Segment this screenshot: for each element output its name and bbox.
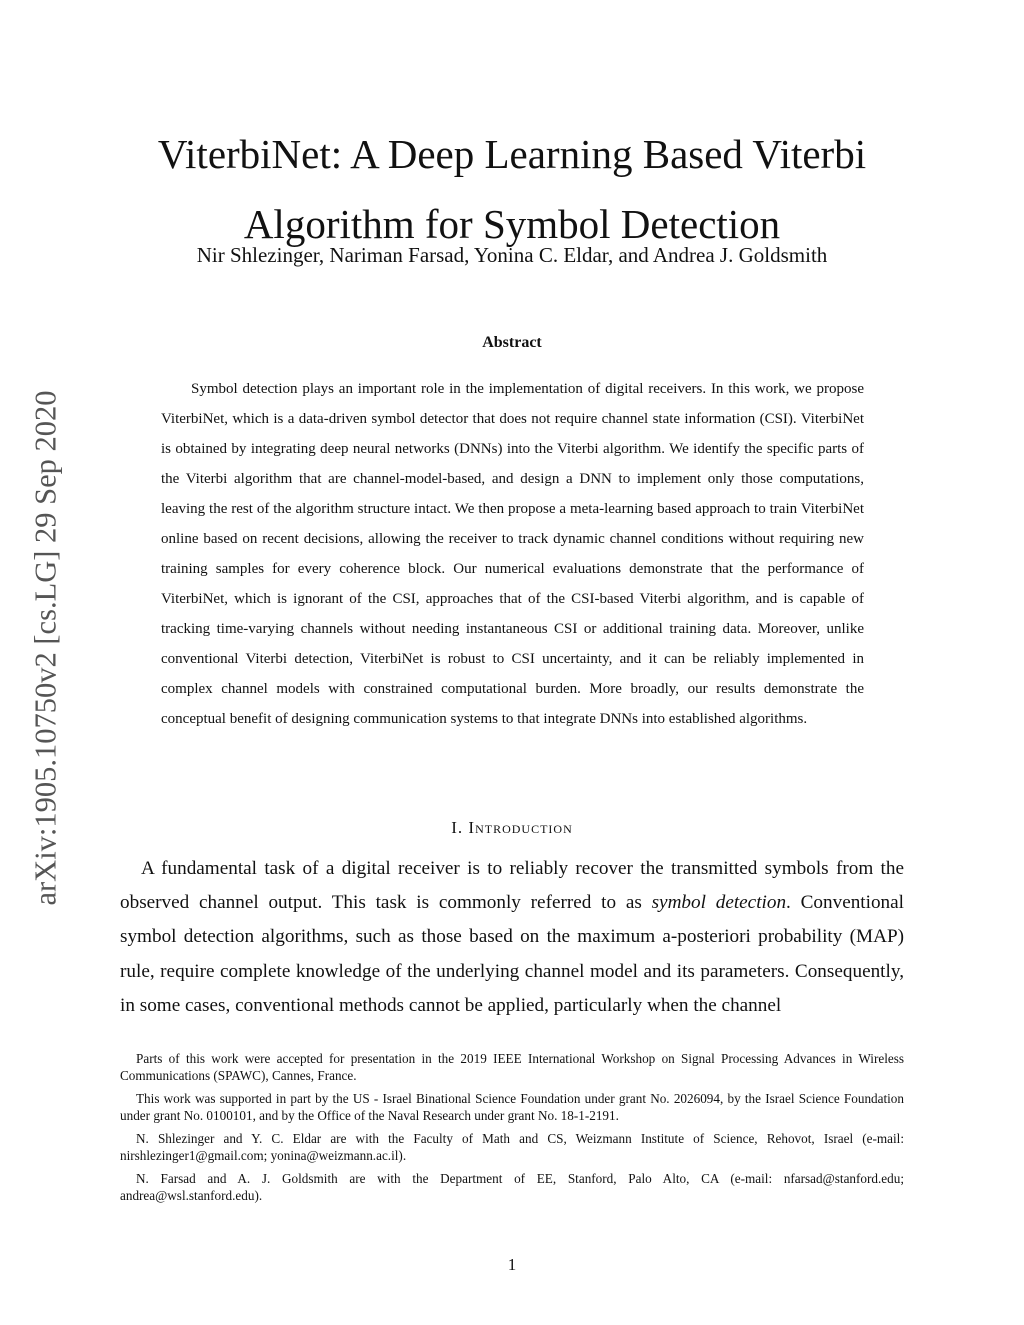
section-number: I. <box>451 818 469 837</box>
footnote-affiliation-weizmann: N. Shlezinger and Y. C. Eldar are with the Faculty of Math and CS, Weizmann Institute of Science, Rehovot, Israel (e-mail: nirshlezinger1@gmail.com; yonina@weizmann.ac.il). <box>120 1131 904 1163</box>
arxiv-identifier: arXiv:1905.10750v2 [cs.LG] 29 Sep 2020 <box>28 390 63 906</box>
intro-text-part-1: A fundamental task of a digital receiver is to reliably recover the transmitted symbols from the observed channel output. This task is commonly referred to as <box>120 858 904 914</box>
section-heading-introduction <box>100 818 924 838</box>
intro-text-part-2: . Conventional symbol detection algorithms, such as those based on the maximum a-posteriori probability (MAP) rule, require complete knowledge of the underlying channel model and its parameters. Consequently, in some cases, conventional methods cannot be applied, particularly when the channel <box>120 892 904 1016</box>
intro-emphasis: symbol detection <box>651 892 787 914</box>
page-number: 1 <box>507 1255 517 1274</box>
introduction-paragraph <box>120 852 904 1023</box>
section-title: Introduction <box>468 818 573 837</box>
footnotes <box>120 1050 904 1210</box>
abstract-paragraph: Symbol detection plays an important role in the implementation of digital receivers. In this work, we propose ViterbiNet, which is a data-driven symbol detector that does not require channel state information (CSI). ViterbiNet is obtained by integrating deep neural networks (DNNs) into the Viterbi algorithm. We identify the specific parts of the Viterbi algorithm that are channel-model-based, and design a DNN to implement only those computations, leaving the rest of the algorithm structure intact. We then propose a meta-learning based approach to train ViterbiNet online based on recent decisions, allowing the receiver to track dynamic channel conditions without requiring new training samples for every coherence block. Our numerical evaluations demonstrate that the performance of ViterbiNet, which is ignorant of the CSI, approaches that of the CSI-based Viterbi algorithm, and is capable of tracking time-varying channels without needing instantaneous CSI or additional training data. Moreover, unlike conventional Viterbi detection, ViterbiNet is robust to CSI uncertainty, and it can be reliably implemented in complex channel models with constrained computational burden. More broadly, our results demonstrate the conceptual benefit of designing communication systems to that integrate DNNs into established algorithms. <box>161 381 864 727</box>
footnote-presentation: Parts of this work were accepted for presentation in the 2019 IEEE International Workshop on Signal Processing Advances in Wireless Communications (SPAWC), Cannes, France. <box>120 1051 904 1083</box>
title-line-2: Algorithm for Symbol Detection <box>243 201 781 248</box>
abstract-heading: Abstract <box>482 334 542 351</box>
author-list: Nir Shlezinger, Nariman Farsad, Yonina C. Eldar, and Andrea J. Goldsmith <box>196 243 828 267</box>
footnote-affiliation-stanford: N. Farsad and A. J. Goldsmith are with the Department of EE, Stanford, Palo Alto, CA (e-mail: nfarsad@stanford.edu; andrea@wsl.stanford.edu). <box>120 1171 904 1203</box>
title-line-1: ViterbiNet: A Deep Learning Based Viterbi <box>157 131 867 178</box>
paper-title <box>100 119 924 259</box>
abstract-text <box>161 374 864 734</box>
footnote-funding: This work was supported in part by the US - Israel Binational Science Foundation under grant No. 2026094, by the Israel Science Foundation under grant No. 0100101, and by the Office of the Naval Research under grant No. 18-1-2191. <box>120 1091 904 1123</box>
